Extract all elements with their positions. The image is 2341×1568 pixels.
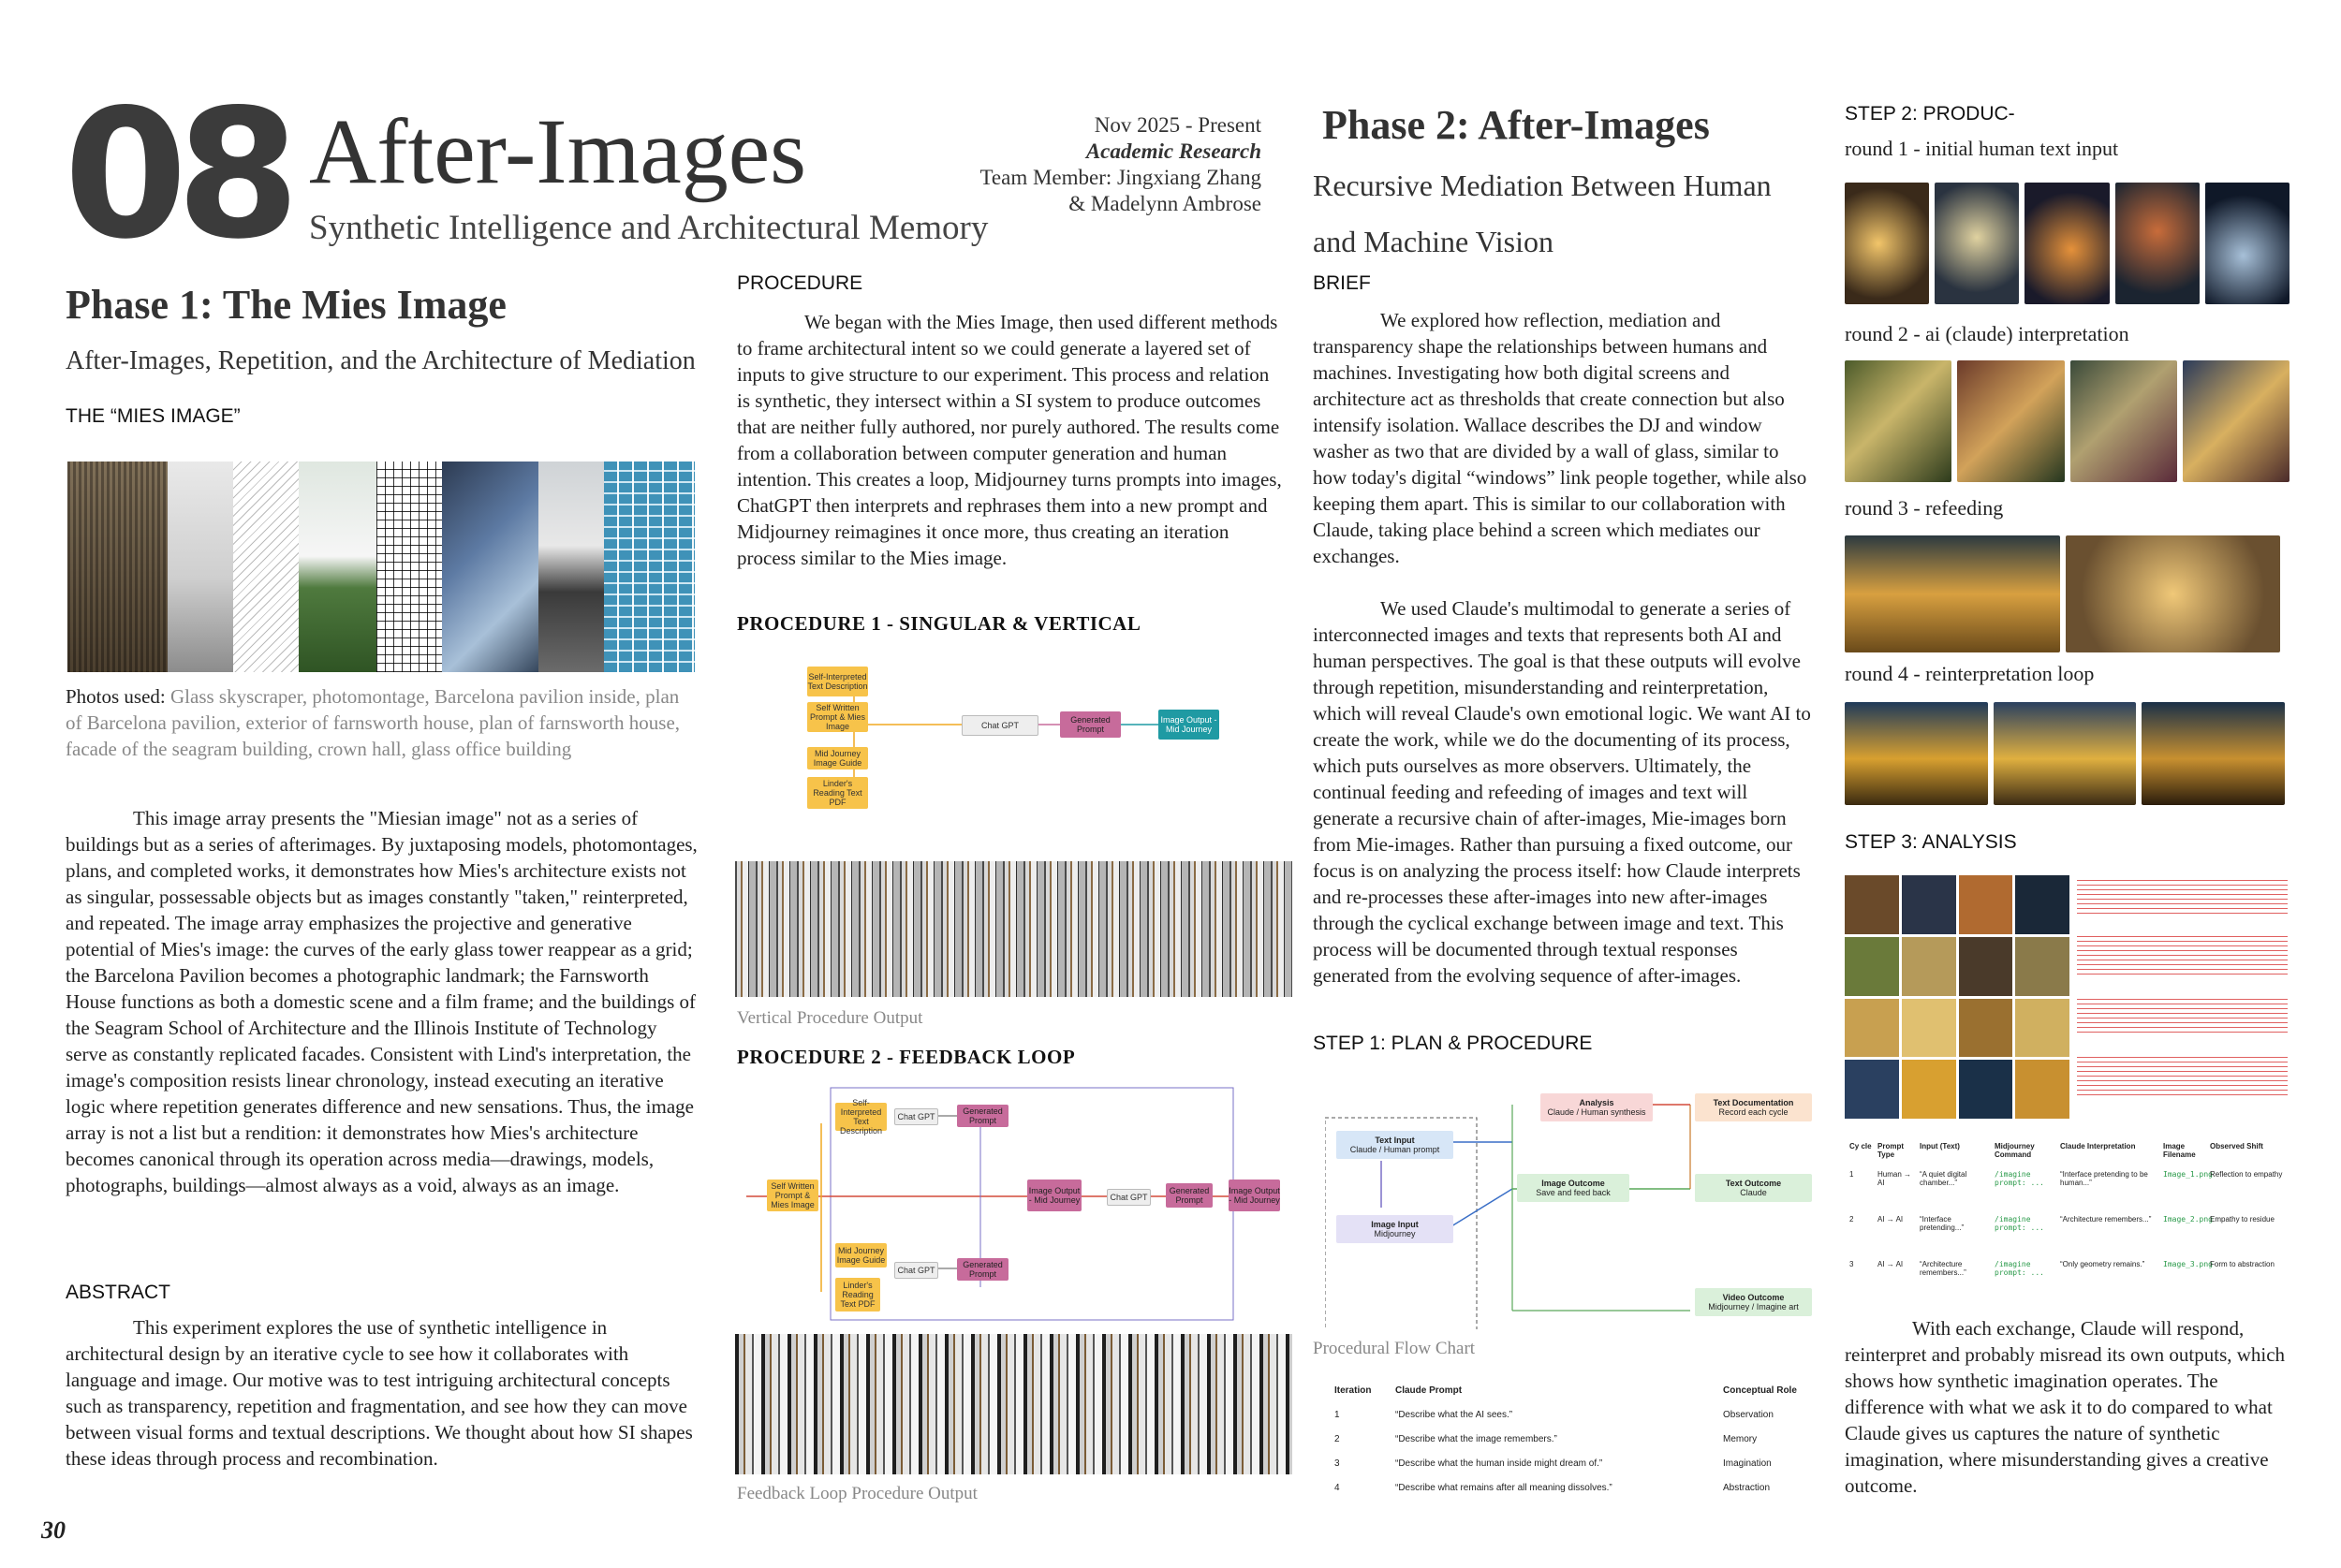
round4-label: round 4 - reinterpretation loop <box>1845 662 2095 685</box>
flow-textdoc-title: Text Documentation <box>1713 1098 1794 1107</box>
iter-cell: 2 <box>1334 1434 1340 1444</box>
project-title: After-Images <box>309 99 807 203</box>
iter-cell: “Describe what the human inside might dream of.” <box>1395 1458 1603 1469</box>
analysis-image <box>1959 999 2013 1058</box>
project-meta <box>979 112 1261 217</box>
analysis-cell: /imagine prompt: ... <box>1995 1170 2044 1187</box>
round3-image <box>2066 535 2281 652</box>
brief-paragraph-2: We used Claude's multimodal to generate a series of interconnected images and texts that represents both AI and human perspectives. The goal is that these outputs will evolve through repetition, misunderstanding and reinterpretation, which will reveal Claude's own emotional logic. We want AI to create the work, while we do the documenting of its process, which puts ourselves as more observers. Ultimately, the continual feeding and refeeding of images and text will generate a recursive chain of after-images, Mie-images born from Mie-images. Rather than pursuing a fixed outcome, our focus is on analyzing the process itself: how Claude interprets and re-processes these after-images into new after-images through the cyclical exchange between image and text. This process will be documented through textual responses generated from the evolving sequence of after-images. <box>1313 597 1811 987</box>
flow-textin-title: Text Input <box>1375 1136 1415 1145</box>
p2-box-generated-prompt-3: Generated Prompt <box>957 1258 1009 1281</box>
photo-glass-skyscraper <box>67 462 168 672</box>
procedure2-title: PROCEDURE 2 - FEEDBACK LOOP <box>737 1046 1076 1068</box>
iteration-table-header <box>1334 1385 1812 1410</box>
analysis-image <box>1902 875 1956 934</box>
p2-box-generated-prompt-1: Generated Prompt <box>957 1105 1009 1127</box>
round2-image <box>1845 360 1951 482</box>
flow-imgin-sub: Midjourney <box>1374 1229 1416 1238</box>
phase1-body <box>66 805 698 1198</box>
flow-image-outcome <box>1517 1174 1629 1202</box>
analysis-image <box>1902 999 1956 1058</box>
analysis-notes <box>2077 880 2288 1109</box>
iter-cell: “Describe what remains after all meaning dissolves.” <box>1395 1483 1612 1493</box>
abstract-label: ABSTRACT <box>66 1282 171 1303</box>
analysis-cell: Image_1.png <box>2163 1170 2213 1179</box>
flow-analysis-title: Analysis <box>1579 1098 1614 1107</box>
round1-image <box>2024 183 2109 304</box>
iter-cell: Observation <box>1723 1410 1774 1420</box>
step3-conclusion <box>1845 1315 2292 1499</box>
analysis-header-cell: Image Filename <box>2163 1142 2196 1159</box>
round2-image <box>2183 360 2289 482</box>
analysis-image <box>1902 1060 1956 1119</box>
p2-box-text-description: Self-Interpreted Text Description <box>835 1103 887 1131</box>
iter-cell: Imagination <box>1723 1458 1772 1469</box>
photo-farnsworth-plan <box>376 462 442 672</box>
step2-label: STEP 2: PRODUC- <box>1845 103 2015 125</box>
brief-body <box>1313 307 1812 989</box>
analysis-cell: “Architecture remembers...” <box>1920 1260 1966 1277</box>
flow-chart-caption: Procedural Flow Chart <box>1313 1339 1476 1358</box>
p1-box-text-description: Self-Interpreted Text Description <box>807 667 868 696</box>
project-number: 08 <box>64 71 289 278</box>
analysis-cell: /imagine prompt: ... <box>1995 1260 2044 1277</box>
flow-text-input <box>1336 1131 1453 1159</box>
analysis-image <box>1959 875 2013 934</box>
analysis-cell: Reflection to empathy <box>2210 1170 2283 1179</box>
flow-analysis-sub: Claude / Human synthesis <box>1547 1107 1646 1117</box>
analysis-image <box>1845 999 1899 1058</box>
round3-images <box>1845 535 2280 652</box>
p2-box-generated-prompt-2: Generated Prompt <box>1166 1183 1213 1208</box>
iter-header-role: Conceptual Role <box>1723 1385 1797 1396</box>
flow-video-sub: Midjourney / Imagine art <box>1708 1302 1799 1312</box>
phase1-subtitle: After-Images, Repetition, and the Architecture of Mediation <box>66 346 696 375</box>
photos-used-list: Glass skyscraper, photomontage, Barcelona pavilion inside, plan of Barcelona pavilion, exterior of farnsworth house, plan of farnsworth house, facade of the seagram building, crown hall, glass office building <box>66 685 681 760</box>
analysis-cell: “Only geometry remains.” <box>2060 1260 2145 1268</box>
p1-box-mj-guide: Mid Journey Image Guide <box>807 747 868 769</box>
analysis-image <box>2015 875 2069 934</box>
round2-images <box>1845 360 2289 482</box>
analysis-cell: Form to abstraction <box>2210 1260 2275 1268</box>
analysis-cell: 1 <box>1849 1170 1854 1179</box>
analysis-note-block <box>2077 880 2288 916</box>
vertical-procedure-output-image <box>735 861 1292 997</box>
p1-box-prompt-mies: Self Written Prompt & Mies Image <box>807 702 868 732</box>
iter-header-prompt: Claude Prompt <box>1395 1385 1463 1396</box>
flow-textdoc-sub: Record each cycle <box>1718 1107 1789 1117</box>
iter-cell: “Describe what the image remembers.” <box>1395 1434 1557 1444</box>
analysis-cell: 2 <box>1849 1215 1854 1224</box>
round4-image <box>1845 702 1988 805</box>
flow-imgout-title: Image Outcome <box>1541 1179 1605 1188</box>
analysis-cell: “Architecture remembers...” <box>2060 1215 2152 1224</box>
analysis-cell: Empathy to residue <box>2210 1215 2275 1224</box>
p2-box-chatgpt-1: Chat GPT <box>894 1108 938 1125</box>
team-line-1: Team Member: Jingxiang Zhang <box>979 166 1261 189</box>
p2-box-image-output-2: Image Output - Mid Journey <box>1229 1180 1280 1211</box>
analysis-image <box>2015 999 2069 1058</box>
step1-label: STEP 1: PLAN & PROCEDURE <box>1313 1033 1593 1054</box>
procedure-label: PROCEDURE <box>737 272 863 294</box>
procedure1-title: PROCEDURE 1 - SINGULAR & VERTICAL <box>737 612 1141 635</box>
photo-barcelona-plan <box>233 462 299 672</box>
analysis-header-cell: Midjourney Command <box>1995 1142 2035 1159</box>
phase1-body-text: This image array presents the "Miesian image" not as a series of buildings but as a series of afterimages. By juxtaposing models, photomontages, plans, and completed works, it demonstrates how Mies's architecture exists not as singular, possessable objects but as images constantly "taken," reinterpreted, and repeated. The image array emphasizes the projective and generative potential of Mies's image: the curves of the early glass tower reappear as a grid; the Barcelona Pavilion becomes a photographic landmark; the Farnsworth House functions as both a domestic scene and a film frame; and the buildings of the Seagram School of Architecture and the Illinois Institute of Technology serve as constantly replicated facades. Consistent with Lind's interpretation, the image's composition resists linear chronology, instead executing an iterative logic where repetition generates difference and new sensations. Thus, the image array is not a list but a rendition: it demonstrates how Mies's architecture becomes canonical through its operation across media—drawings, models, photographs, buildings—almost always as a void, always as an image. <box>66 807 698 1196</box>
step3-conclusion-text: With each exchange, Claude will respond, reinterpret and probably misread its own outputs, which shows how synthetic imagination operates. The difference with what we ask it to do compared to what Claude gives us captures the nature of synthetic imagination, where misunderstanding gives a creative outcome. <box>1845 1317 2286 1497</box>
round1-image <box>1845 183 1929 304</box>
analysis-cell: Human → AI <box>1877 1170 1912 1187</box>
iter-cell: Memory <box>1723 1434 1758 1444</box>
table-row <box>1849 1215 2289 1260</box>
flow-image-input <box>1336 1215 1453 1243</box>
project-subtitle: Synthetic Intelligence and Architectural Memory <box>309 209 989 247</box>
p1-box-generated-prompt: Generated Prompt <box>1060 711 1121 738</box>
table-row <box>1849 1260 2289 1305</box>
flow-txtout-sub: Claude <box>1740 1188 1767 1197</box>
analysis-image <box>1902 937 1956 996</box>
phase2-subtitle-2: and Machine Vision <box>1313 225 1553 258</box>
project-date: Nov 2025 - Present <box>1094 113 1261 137</box>
iter-cell: Abstraction <box>1723 1483 1771 1493</box>
abstract-text: This experiment explores the use of synthetic intelligence in architectural design by an iterative cycle to see how it collaborates with language and image. Our motive was to test intriguing architectural concepts such as transparency, repetition and fragmentation, and see how they can move between visual forms and textual descriptions. We thought about how SI shapes these ideas through process and recombination. <box>66 1316 693 1470</box>
analysis-table-header <box>1849 1142 2289 1170</box>
p1-box-chatgpt: Chat GPT <box>962 715 1038 736</box>
brief-label: BRIEF <box>1313 272 1371 294</box>
analysis-cell: Image_3.png <box>2163 1260 2213 1268</box>
round2-label: round 2 - ai (claude) interpretation <box>1845 322 2129 345</box>
analysis-image-grid <box>1845 875 2069 1119</box>
abstract-body <box>66 1314 698 1472</box>
flow-imgin-title: Image Input <box>1371 1220 1419 1229</box>
table-row <box>1334 1483 1812 1507</box>
analysis-table <box>1849 1142 2289 1305</box>
p2-box-image-output-1: Image Output - Mid Journey <box>1027 1180 1082 1211</box>
flow-text-documentation <box>1695 1093 1812 1121</box>
p2-box-chatgpt-3: Chat GPT <box>894 1262 938 1279</box>
iter-cell: 3 <box>1334 1458 1340 1469</box>
flow-analysis <box>1540 1093 1653 1121</box>
analysis-cell: /imagine prompt: ... <box>1995 1215 2044 1232</box>
analysis-header-cell: Observed Shift <box>2210 1142 2263 1150</box>
analysis-cell: “Interface pretending to be human...” <box>2060 1170 2148 1187</box>
iter-cell: 1 <box>1334 1410 1340 1420</box>
p2-box-mj-guide: Mid Journey Image Guide <box>835 1243 887 1268</box>
page-number: 30 <box>41 1517 66 1544</box>
p2-box-linder: Linder's Reading Text PDF <box>835 1278 880 1312</box>
round1-image <box>2115 183 2200 304</box>
round1-label: round 1 - initial human text input <box>1845 137 2119 160</box>
round4-image <box>1994 702 2137 805</box>
round2-image <box>2070 360 2177 482</box>
analysis-note-block <box>2077 999 2288 1036</box>
brief-paragraph-1: We explored how reflection, mediation and transparency shape the relationships between humans and machines. Investigating how both digital screens and architecture act as thresholds that create connection but also intensify isolation. Wallace describes the DJ and window washer as two that are divided by a wall of glass, similar to how today's digital “windows” link people together, while also keeping them apart. This is similar to our collaboration with Claude, taking place behind a screen which mediates our exchanges. <box>1313 309 1807 567</box>
procedure-text: We began with the Mies Image, then used different methods to frame architectural intent so we could generate a layered set of inputs to give structure to our experiment. This process and relation is synthetic, they intersect within a SI system to produce outcomes that are neither fully authored, nor purely authored. The results come from a collaboration between computer generation and human intention. This creates a loop, Midjourney turns prompts into images, ChatGPT then interprets and rephrases them into a new prompt and Midjourney reimagines it once more, thus creating an iteration process similar to the Mies image. <box>737 311 1282 569</box>
vertical-output-caption: Vertical Procedure Output <box>737 1008 923 1028</box>
photos-used-label: Photos used: <box>66 685 166 708</box>
mies-image-label: THE “MIES IMAGE” <box>66 405 241 427</box>
photo-barcelona-inside <box>168 462 233 672</box>
analysis-note-block <box>2077 936 2288 978</box>
round1-image <box>1935 183 2019 304</box>
photo-glass-office <box>604 462 695 672</box>
project-category: Academic Research <box>1085 139 1261 163</box>
p1-box-image-output: Image Output - Mid Journey <box>1158 710 1219 740</box>
procedure2-diagram <box>746 1086 1289 1322</box>
procedural-flow-chart <box>1325 1077 1817 1329</box>
table-row <box>1334 1458 1812 1483</box>
analysis-header-cell: Cy cle <box>1849 1142 1872 1150</box>
p2-box-prompt-mies: Self Written Prompt & Mies Image <box>767 1180 818 1211</box>
iter-header-iteration: Iteration <box>1334 1385 1372 1396</box>
analysis-note-block <box>2077 1057 2288 1099</box>
feedback-loop-output-image <box>735 1334 1292 1474</box>
iter-cell: “Describe what the AI sees.” <box>1395 1410 1513 1420</box>
procedure1-diagram <box>737 655 1289 833</box>
photos-used <box>66 683 698 762</box>
table-row <box>1334 1410 1812 1434</box>
iteration-table <box>1334 1385 1812 1507</box>
iter-cell: 4 <box>1334 1483 1340 1493</box>
phase1-title: Phase 1: The Mies Image <box>66 282 507 328</box>
round3-image <box>1845 535 2060 652</box>
p1-box-linder: Linder's Reading Text PDF <box>807 777 868 809</box>
analysis-image <box>2015 1060 2069 1119</box>
round1-images <box>1845 183 2289 304</box>
flow-txtout-title: Text Outcome <box>1725 1179 1782 1188</box>
analysis-image <box>1845 1060 1899 1119</box>
flow-video-title: Video Outcome <box>1722 1293 1785 1302</box>
feedback-output-caption: Feedback Loop Procedure Output <box>737 1484 978 1503</box>
analysis-cell: 3 <box>1849 1260 1854 1268</box>
phase2-title: Phase 2: After-Images <box>1322 102 1710 148</box>
flow-imgout-sub: Save and feed back <box>1536 1188 1611 1197</box>
round2-image <box>1957 360 2064 482</box>
round4-images <box>1845 702 2285 805</box>
round3-label: round 3 - refeeding <box>1845 496 2004 520</box>
analysis-cell: “Interface pretending...” <box>1920 1215 1965 1232</box>
phase2-subtitle-1: Recursive Mediation Between Human <box>1313 169 1772 202</box>
mies-photo-array <box>67 462 695 672</box>
flow-video-outcome <box>1695 1288 1812 1316</box>
photo-farnsworth-exterior <box>299 462 376 672</box>
flow-text-outcome <box>1695 1174 1812 1202</box>
team-line-2: & Madelynn Ambrose <box>1068 192 1261 215</box>
table-row <box>1334 1434 1812 1458</box>
round1-image <box>2205 183 2289 304</box>
analysis-header-cell: Prompt Type <box>1877 1142 1904 1159</box>
photo-seagram-facade <box>442 462 538 672</box>
analysis-header-cell: Input (Text) <box>1920 1142 1960 1150</box>
analysis-header-cell: Claude Interpretation <box>2060 1142 2136 1150</box>
flow-textin-sub: Claude / Human prompt <box>1349 1145 1440 1154</box>
analysis-image <box>1845 875 1899 934</box>
analysis-image <box>1959 937 2013 996</box>
round4-image <box>2142 702 2285 805</box>
procedure-body <box>737 309 1287 571</box>
analysis-image <box>1959 1060 2013 1119</box>
analysis-cell: AI → AI <box>1877 1260 1904 1268</box>
analysis-cell: AI → AI <box>1877 1215 1904 1224</box>
analysis-cell: “A quiet digital chamber...” <box>1920 1170 1967 1187</box>
p2-box-chatgpt-2: Chat GPT <box>1107 1189 1151 1206</box>
photo-crown-hall <box>538 462 604 672</box>
step3-label: STEP 3: ANALYSIS <box>1845 831 2017 853</box>
analysis-image <box>2015 937 2069 996</box>
analysis-cell: Image_2.png <box>2163 1215 2213 1224</box>
table-row <box>1849 1170 2289 1215</box>
analysis-image <box>1845 937 1899 996</box>
